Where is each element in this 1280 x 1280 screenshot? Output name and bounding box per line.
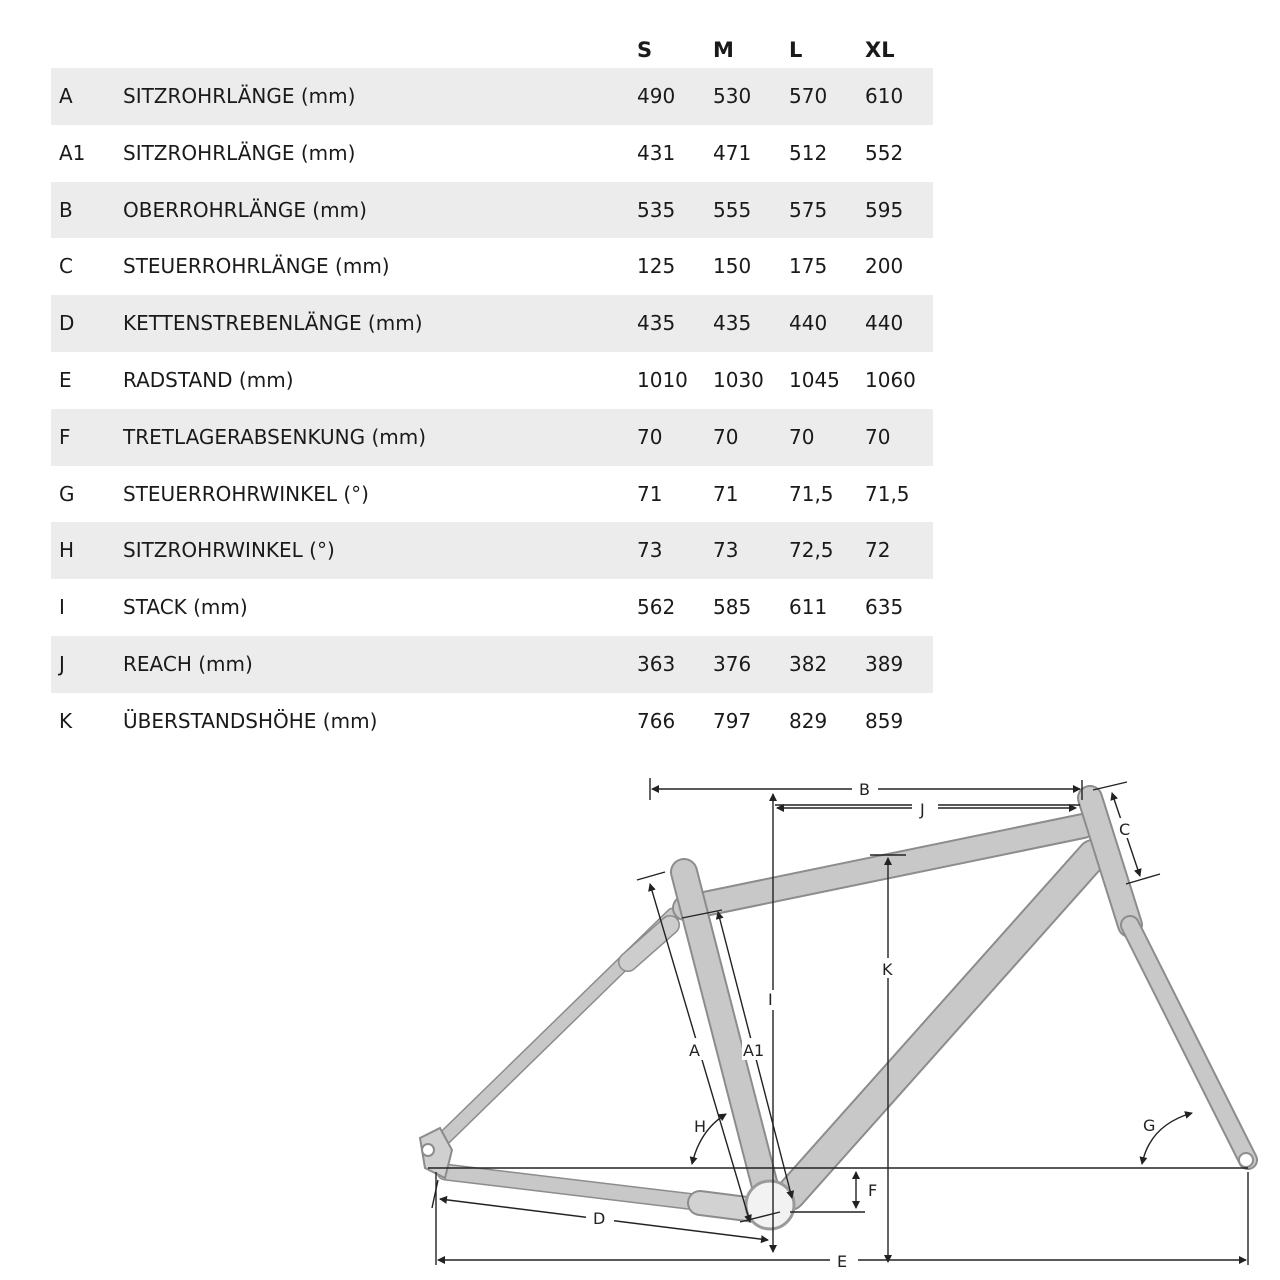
value-l: 440: [789, 311, 828, 336]
value-xl: 1060: [865, 367, 916, 392]
value-m: 1030: [713, 367, 764, 392]
value-m: 71: [713, 481, 739, 506]
value-s: 70: [637, 424, 663, 449]
extension-line-c-top: [1093, 782, 1127, 790]
value-xl: 200: [865, 254, 904, 279]
top-tube: [685, 826, 1083, 908]
row-label: STEUERROHRWINKEL (°): [123, 481, 369, 506]
value-xl: 389: [865, 651, 904, 676]
row-code: K: [59, 708, 73, 733]
value-m: 585: [713, 595, 752, 620]
row-code: C: [59, 254, 73, 279]
extension-line-d-rear: [432, 1180, 438, 1208]
value-s: 562: [637, 595, 676, 620]
size-header-l: L: [789, 38, 803, 62]
value-s: 1010: [637, 367, 688, 392]
value-m: 70: [713, 424, 739, 449]
label-a1: A1: [743, 1041, 765, 1060]
value-xl: 635: [865, 595, 904, 620]
row-code: I: [59, 595, 65, 620]
value-xl: 440: [865, 311, 904, 336]
chain-stay: [445, 1172, 755, 1210]
value-s: 490: [637, 84, 676, 108]
value-s: 125: [637, 254, 676, 279]
size-header-xl: XL: [865, 38, 895, 62]
label-i: I: [768, 990, 773, 1009]
row-code: B: [59, 197, 73, 222]
value-s: 535: [637, 197, 676, 222]
value-m: 471: [713, 140, 752, 165]
label-k: K: [882, 960, 893, 979]
extension-line-a-top: [637, 872, 665, 880]
row-code: H: [59, 538, 75, 563]
value-xl: 72: [865, 538, 891, 563]
value-s: 431: [637, 140, 676, 165]
value-m: 530: [713, 84, 752, 108]
label-d: D: [593, 1209, 606, 1228]
value-m: 73: [713, 538, 739, 563]
row-code: D: [59, 311, 75, 336]
value-l: 570: [789, 84, 828, 108]
size-header-m: M: [713, 38, 734, 62]
value-m: 435: [713, 311, 752, 336]
row-label: KETTENSTREBENLÄNGE (mm): [123, 311, 423, 336]
label-c: C: [1119, 820, 1131, 839]
row-label: STACK (mm): [123, 595, 248, 620]
value-l: 382: [789, 651, 828, 676]
value-l: 71,5: [789, 481, 834, 506]
value-xl: 552: [865, 140, 904, 165]
extension-line-c-bot: [1126, 874, 1160, 884]
value-s: 435: [637, 311, 676, 336]
label-h: H: [694, 1117, 707, 1136]
row-label: TRETLAGERABSENKUNG (mm): [123, 424, 427, 449]
value-m: 150: [713, 254, 752, 279]
value-l: 70: [789, 424, 815, 449]
value-xl: 71,5: [865, 481, 910, 506]
value-s: 71: [637, 481, 663, 506]
value-s: 766: [637, 708, 676, 733]
row-label: SITZROHRLÄNGE (mm): [123, 84, 356, 108]
row-label: ÜBERSTANDSHÖHE (mm): [123, 708, 378, 733]
label-a: A: [689, 1041, 700, 1060]
row-code: F: [59, 424, 71, 449]
row-label: REACH (mm): [123, 651, 253, 676]
bottom-bracket: [746, 1181, 794, 1229]
row-label: SITZROHRWINKEL (°): [123, 538, 335, 563]
row-code: J: [59, 651, 65, 676]
value-s: 73: [637, 538, 663, 563]
row-label: RADSTAND (mm): [123, 367, 294, 392]
value-l: 575: [789, 197, 828, 222]
value-m: 797: [713, 708, 752, 733]
row-code: A: [59, 84, 73, 108]
value-l: 829: [789, 708, 828, 733]
value-xl: 859: [865, 708, 904, 733]
seat-stay: [432, 915, 673, 1150]
size-header-s: S: [637, 38, 653, 62]
bike-frame: [420, 798, 1253, 1229]
value-l: 1045: [789, 367, 840, 392]
value-m: 376: [713, 651, 752, 676]
value-m: 555: [713, 197, 752, 222]
label-g: G: [1143, 1116, 1156, 1135]
value-l: 175: [789, 254, 828, 279]
value-l: 611: [789, 595, 828, 620]
label-b: B: [859, 780, 870, 799]
value-s: 363: [637, 651, 676, 676]
value-l: 72,5: [789, 538, 834, 563]
value-xl: 70: [865, 424, 891, 449]
value-xl: 610: [865, 84, 904, 108]
value-xl: 595: [865, 197, 904, 222]
row-code: A1: [59, 140, 86, 165]
row-code: E: [59, 367, 72, 392]
row-label: OBERROHRLÄNGE (mm): [123, 197, 367, 222]
row-code: G: [59, 481, 75, 506]
label-j: J: [920, 800, 925, 819]
row-label: SITZROHRLÄNGE (mm): [123, 140, 356, 165]
down-tube: [790, 855, 1093, 1195]
value-l: 512: [789, 140, 828, 165]
row-label: STEUERROHRLÄNGE (mm): [123, 254, 390, 279]
label-e: E: [837, 1252, 848, 1271]
label-f: F: [868, 1181, 878, 1200]
